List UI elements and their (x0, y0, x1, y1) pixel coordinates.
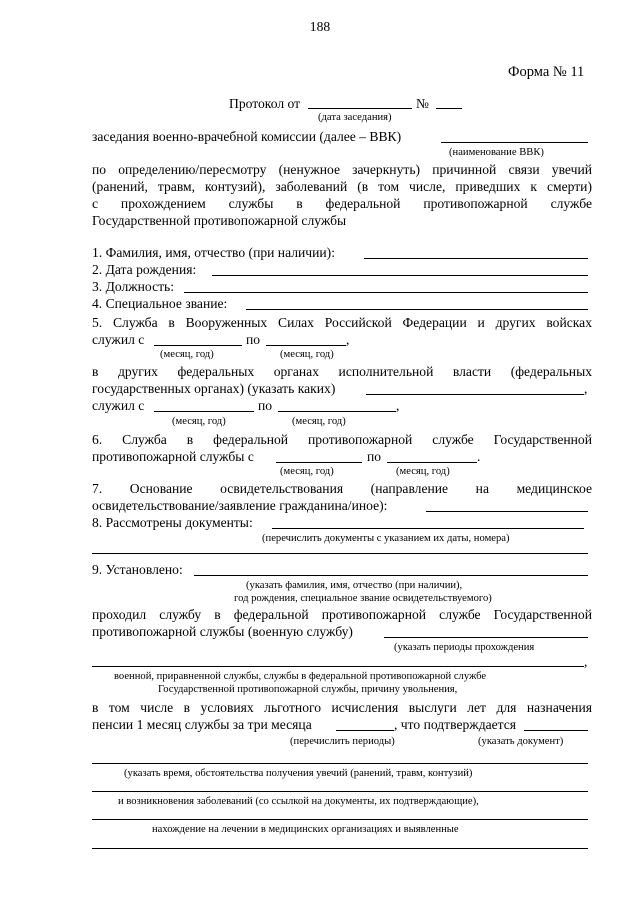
date-hint: (дата заседания) (318, 112, 392, 123)
item-armed-forces-label: 5. Служба в Вооруженных Силах Российской Федерации и других войсках (92, 315, 592, 330)
item-fps-label: 6. Служба в федеральной противопожарной службе Государственной (92, 432, 592, 447)
preferential-line-2: пенсии 1 месяц службы за три месяца (92, 717, 312, 732)
item-docs-label: 8. Рассмотрены документы: (92, 515, 253, 530)
docs-field (272, 528, 584, 529)
fps-to-line (387, 462, 477, 463)
served-from-label: служил с (92, 398, 145, 413)
purpose-line-4: Государственной противопожарной службы (92, 213, 347, 228)
served-fps-line-2: противопожарной службы (военную службу) (92, 624, 353, 639)
disease-field (92, 791, 588, 792)
vvk-name-line (441, 142, 588, 143)
document-page: 188 Форма № 11 Протокол от № (дата заседания) заседания военно-врачебной комиссии (далее – ВВК) (наименование ВВК) по определению/пересмотру (ненужное зачеркнуть) причинной связи увечий (ранений, травм, контузий), заболеваний (в том числе, приведших к смерти) с прохождением службы в федеральной противопожарной службе Государственной противопожарной службы 1. Фамилия, имя, отчество (при наличии): 2. Дата рождения: 3. Должность: 4. Специальное звание: 5. Служба в Вооруженных Силах Российской Федерации и других войсках служил с по , (месяц, год) (месяц, год) в других федеральных органах исполнительной власти (федеральных государственных органах) (указать каких) , служил с по , (месяц, год) (месяц, год) 6. Служба в федеральной противопожарной службе Государственной противопожарной службы с по . (месяц, год) (месяц, год) 7. Основание освидетельствования (направление на медицинское освидетельствование/заявление гражданина/иное): 8. Рассмотрены документы: (перечислить документы с указанием их даты, номера) 9. Установлено: (указать фамилия, имя, отчество (при наличии), год рождения, специальное звание освидетельствуемого) проходил службу в федеральной противопожарной службе Государственной противопожарной службы (военную службу) (указать периоды прохождения , военной, приравненной службы, службы в федеральной противопожарной службе Государственной противопожарной службы, причину увольнения, в том числе в условиях льготного исчисления выслуги лет для назначения пенсии 1 месяц службы за три месяца , что подтверждается (перечислить периоды) (указать документ) (указать время, обстоятельства получения увечий (ранений, травм, контузий) и возникновения заболеваний (со ссылкой на документы, их подтверждающие), нахождение на лечении в медицинских организациях и выявленные (0, 0, 640, 904)
document-hint: (указать документ) (478, 736, 564, 747)
purpose-line-2: (ранений, травм, контузий), заболеваний (в том числе, приведших к смерти) (92, 179, 592, 194)
to-label: по (246, 332, 261, 347)
month-year-hint: (месяц, год) (396, 466, 450, 477)
month-year-hint: (месяц, год) (160, 349, 214, 360)
month-year-hint: (месяц, год) (292, 416, 346, 427)
confirmed-label: , что подтверждается (394, 717, 517, 732)
docs-hint: (перечислить документы с указанием их даты, номера) (262, 533, 510, 544)
periods-field-2 (92, 666, 584, 667)
form-number: Форма № 11 (508, 64, 585, 80)
periods-hint: (указать периоды прохождения (394, 642, 535, 653)
protocol-number-line (436, 108, 462, 109)
treatment-hint: нахождение на лечении в медицинских организациях и выявленные (152, 824, 459, 835)
month-year-hint: (месяц, год) (280, 349, 334, 360)
service-hint-2: Государственной противопожарной службы, причину увольнения, (158, 684, 458, 695)
item-basis-label: 7. Основание освидетельствования (направление на медицинское (92, 481, 592, 496)
established-field (194, 575, 588, 576)
treatment-field (92, 819, 588, 820)
established-hint-2: год рождения, специальное звание освидетельствуемого) (234, 593, 492, 604)
served-fps-line-1: проходил службу в федеральной противопожарной службе Государственной (92, 607, 592, 622)
served-from-label: служил с (92, 332, 145, 347)
service-hint-1: военной, приравненной службы, службы в федеральной противопожарной службе (114, 671, 487, 682)
protocol-date-line (308, 108, 412, 109)
position-line (184, 292, 588, 293)
month-year-hint: (месяц, год) (172, 416, 226, 427)
item-established-label: 9. Установлено: (92, 562, 183, 577)
purpose-line-3: с прохождением службы в федеральной противопожарной службе (92, 196, 592, 211)
bottom-field (92, 848, 588, 849)
protocol-from-label: Протокол от (229, 96, 301, 111)
other-bodies-line-2: государственных органах) (указать каких) (92, 381, 336, 396)
month-year-hint: (месяц, год) (280, 466, 334, 477)
injury-field (92, 763, 588, 764)
periods-field (384, 637, 588, 638)
item-position-label: 3. Должность: (92, 279, 175, 294)
other-bodies-field (366, 394, 584, 395)
to-label: по (367, 449, 382, 464)
fio-line (364, 258, 588, 259)
fps-from-line (276, 462, 362, 463)
injury-hint: (указать время, обстоятельства получения увечий (ранений, травм, контузий) (124, 768, 473, 779)
item-rank-label: 4. Специальное звание: (92, 296, 228, 311)
docs-field-2 (92, 553, 588, 554)
basis-field (426, 511, 588, 512)
preferential-field (336, 730, 394, 731)
served-to-line-2 (278, 411, 396, 412)
fps-line-2: противопожарной службы с (92, 449, 254, 464)
preferential-line-1: в том числе в условиях льготного исчисления выслуги лет для назначения (92, 700, 592, 715)
confirming-document-field (524, 730, 588, 731)
other-bodies-line-1: в других федеральных органах исполнительной власти (федеральных (92, 364, 592, 379)
item-fio-label: 1. Фамилия, имя, отчество (при наличии): (92, 245, 335, 260)
purpose-line-1: по определению/пересмотру (ненужное зачеркнуть) причинной связи увечий (92, 162, 592, 177)
number-sign: № (416, 96, 429, 111)
rank-line (246, 309, 588, 310)
vvk-name-hint: (наименование ВВК) (449, 147, 544, 158)
birth-line (212, 275, 588, 276)
served-to-line (266, 345, 346, 346)
disease-hint: и возникновения заболеваний (со ссылкой на документы, их подтверждающие), (118, 796, 479, 807)
served-from-line (154, 345, 242, 346)
served-from-line-2 (154, 411, 254, 412)
established-hint-1: (указать фамилия, имя, отчество (при наличии), (246, 580, 463, 591)
list-periods-hint: (перечислить периоды) (290, 736, 395, 747)
basis-line-2: освидетельствование/заявление гражданина/иное): (92, 498, 388, 513)
item-birth-label: 2. Дата рождения: (92, 262, 197, 277)
to-label: по (258, 398, 273, 413)
page-number: 188 (309, 19, 331, 34)
commission-line: заседания военно-врачебной комиссии (далее – ВВК) (92, 129, 402, 144)
